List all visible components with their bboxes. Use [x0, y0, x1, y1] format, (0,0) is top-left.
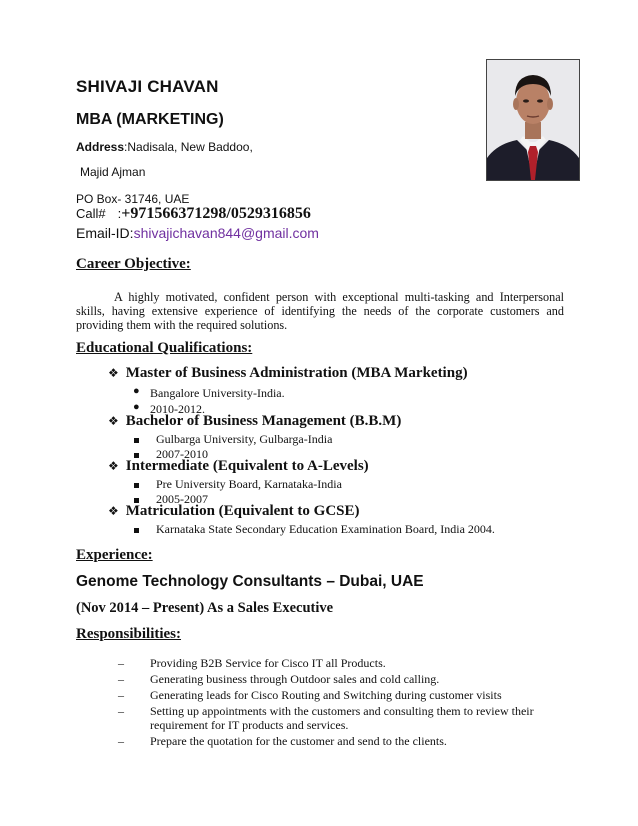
qualification-intermediate — [108, 458, 369, 475]
list-item — [118, 734, 558, 748]
diamond-bullet-icon: ❖ — [108, 504, 119, 518]
responsibility-text: Providing B2B Service for Cisco IT all Products. — [150, 656, 386, 670]
career-objective-heading: Career Objective: — [76, 256, 191, 272]
company-name: Genome Technology Consultants – Dubai, UAE — [76, 573, 424, 590]
square-bullet-icon — [134, 528, 139, 533]
dash-bullet: – — [118, 672, 124, 686]
qualification-detail: 2007-2010 — [156, 447, 208, 461]
experience-heading: Experience: — [76, 547, 153, 563]
qualification-matriculation — [108, 503, 360, 520]
qualification-detail: 2005-2007 — [156, 492, 208, 506]
responsibilities-list — [118, 656, 558, 750]
dash-bullet: – — [118, 688, 124, 702]
call-label: Call# — [76, 206, 106, 221]
round-bullet-icon: ● — [133, 385, 140, 397]
education-heading: Educational Qualifications: — [76, 340, 253, 356]
resume-name: SHIVAJI CHAVAN — [76, 77, 219, 96]
qualification-detail: 2010-2012. — [150, 402, 205, 416]
dash-bullet: – — [118, 704, 124, 718]
responsibility-text: Generating business through Outdoor sales and cold calling. — [150, 672, 440, 686]
po-box: PO Box- 31746, UAE — [76, 192, 190, 206]
resume-degree: MBA (MARKETING) — [76, 111, 224, 128]
dash-bullet: – — [118, 656, 124, 670]
qualification-detail: Bangalore University-India. — [150, 386, 285, 400]
email-label: Email-ID: — [76, 225, 134, 241]
qualification-title: Bachelor of Business Management (B.B.M) — [125, 413, 402, 429]
address-line-2: Majid Ajman — [80, 165, 146, 179]
list-item — [118, 656, 558, 670]
qualification-title: Master of Business Administration (MBA Marketing) — [125, 365, 468, 381]
profile-photo-image — [487, 60, 579, 180]
email-line — [76, 225, 319, 241]
round-bullet-icon: ● — [133, 401, 140, 413]
square-bullet-icon — [134, 438, 139, 443]
list-item — [118, 704, 558, 732]
responsibility-text: Setting up appointments with the customers and consulting them to review their requirement for IT products and services. — [150, 704, 534, 732]
qualification-mba — [108, 365, 468, 382]
address-line-1 — [76, 140, 253, 154]
email-address[interactable]: shivajichavan844@gmail.com — [133, 225, 319, 241]
dash-bullet: – — [118, 734, 124, 748]
job-role: (Nov 2014 – Present) As a Sales Executive — [76, 600, 334, 616]
list-item — [118, 688, 558, 702]
diamond-bullet-icon: ❖ — [108, 414, 119, 428]
diamond-bullet-icon: ❖ — [108, 366, 119, 380]
call-separator: : — [117, 206, 122, 221]
career-objective-text: A highly motivated, confident person with exceptional multi-tasking and Interpersonal skills, having extensive experience of identifying the needs of the corporate customers and providing them with the required solutions. — [76, 290, 564, 332]
qualification-title: Matriculation (Equivalent to GCSE) — [125, 503, 360, 519]
qualification-detail: Karnataka State Secondary Education Examination Board, India 2004. — [156, 522, 495, 536]
list-item — [118, 672, 558, 686]
responsibility-text: Prepare the quotation for the customer and send to the clients. — [150, 734, 447, 748]
profile-photo — [486, 59, 580, 181]
phone-number: +971566371298/0529316856 — [121, 205, 311, 222]
qualification-title: Intermediate (Equivalent to A-Levels) — [125, 458, 369, 474]
address-label: Address — [76, 140, 125, 154]
qualification-bbm — [108, 413, 401, 430]
diamond-bullet-icon: ❖ — [108, 459, 119, 473]
responsibilities-heading: Responsibilities: — [76, 626, 182, 642]
qualification-detail: Gulbarga University, Gulbarga-India — [156, 432, 333, 446]
address-value: :Nadisala, New Baddoo, — [124, 140, 253, 154]
qualification-detail: Pre University Board, Karnataka-India — [156, 477, 342, 491]
square-bullet-icon — [134, 483, 139, 488]
phone-line — [76, 205, 311, 223]
responsibility-text: Generating leads for Cisco Routing and Switching during customer visits — [150, 688, 502, 702]
